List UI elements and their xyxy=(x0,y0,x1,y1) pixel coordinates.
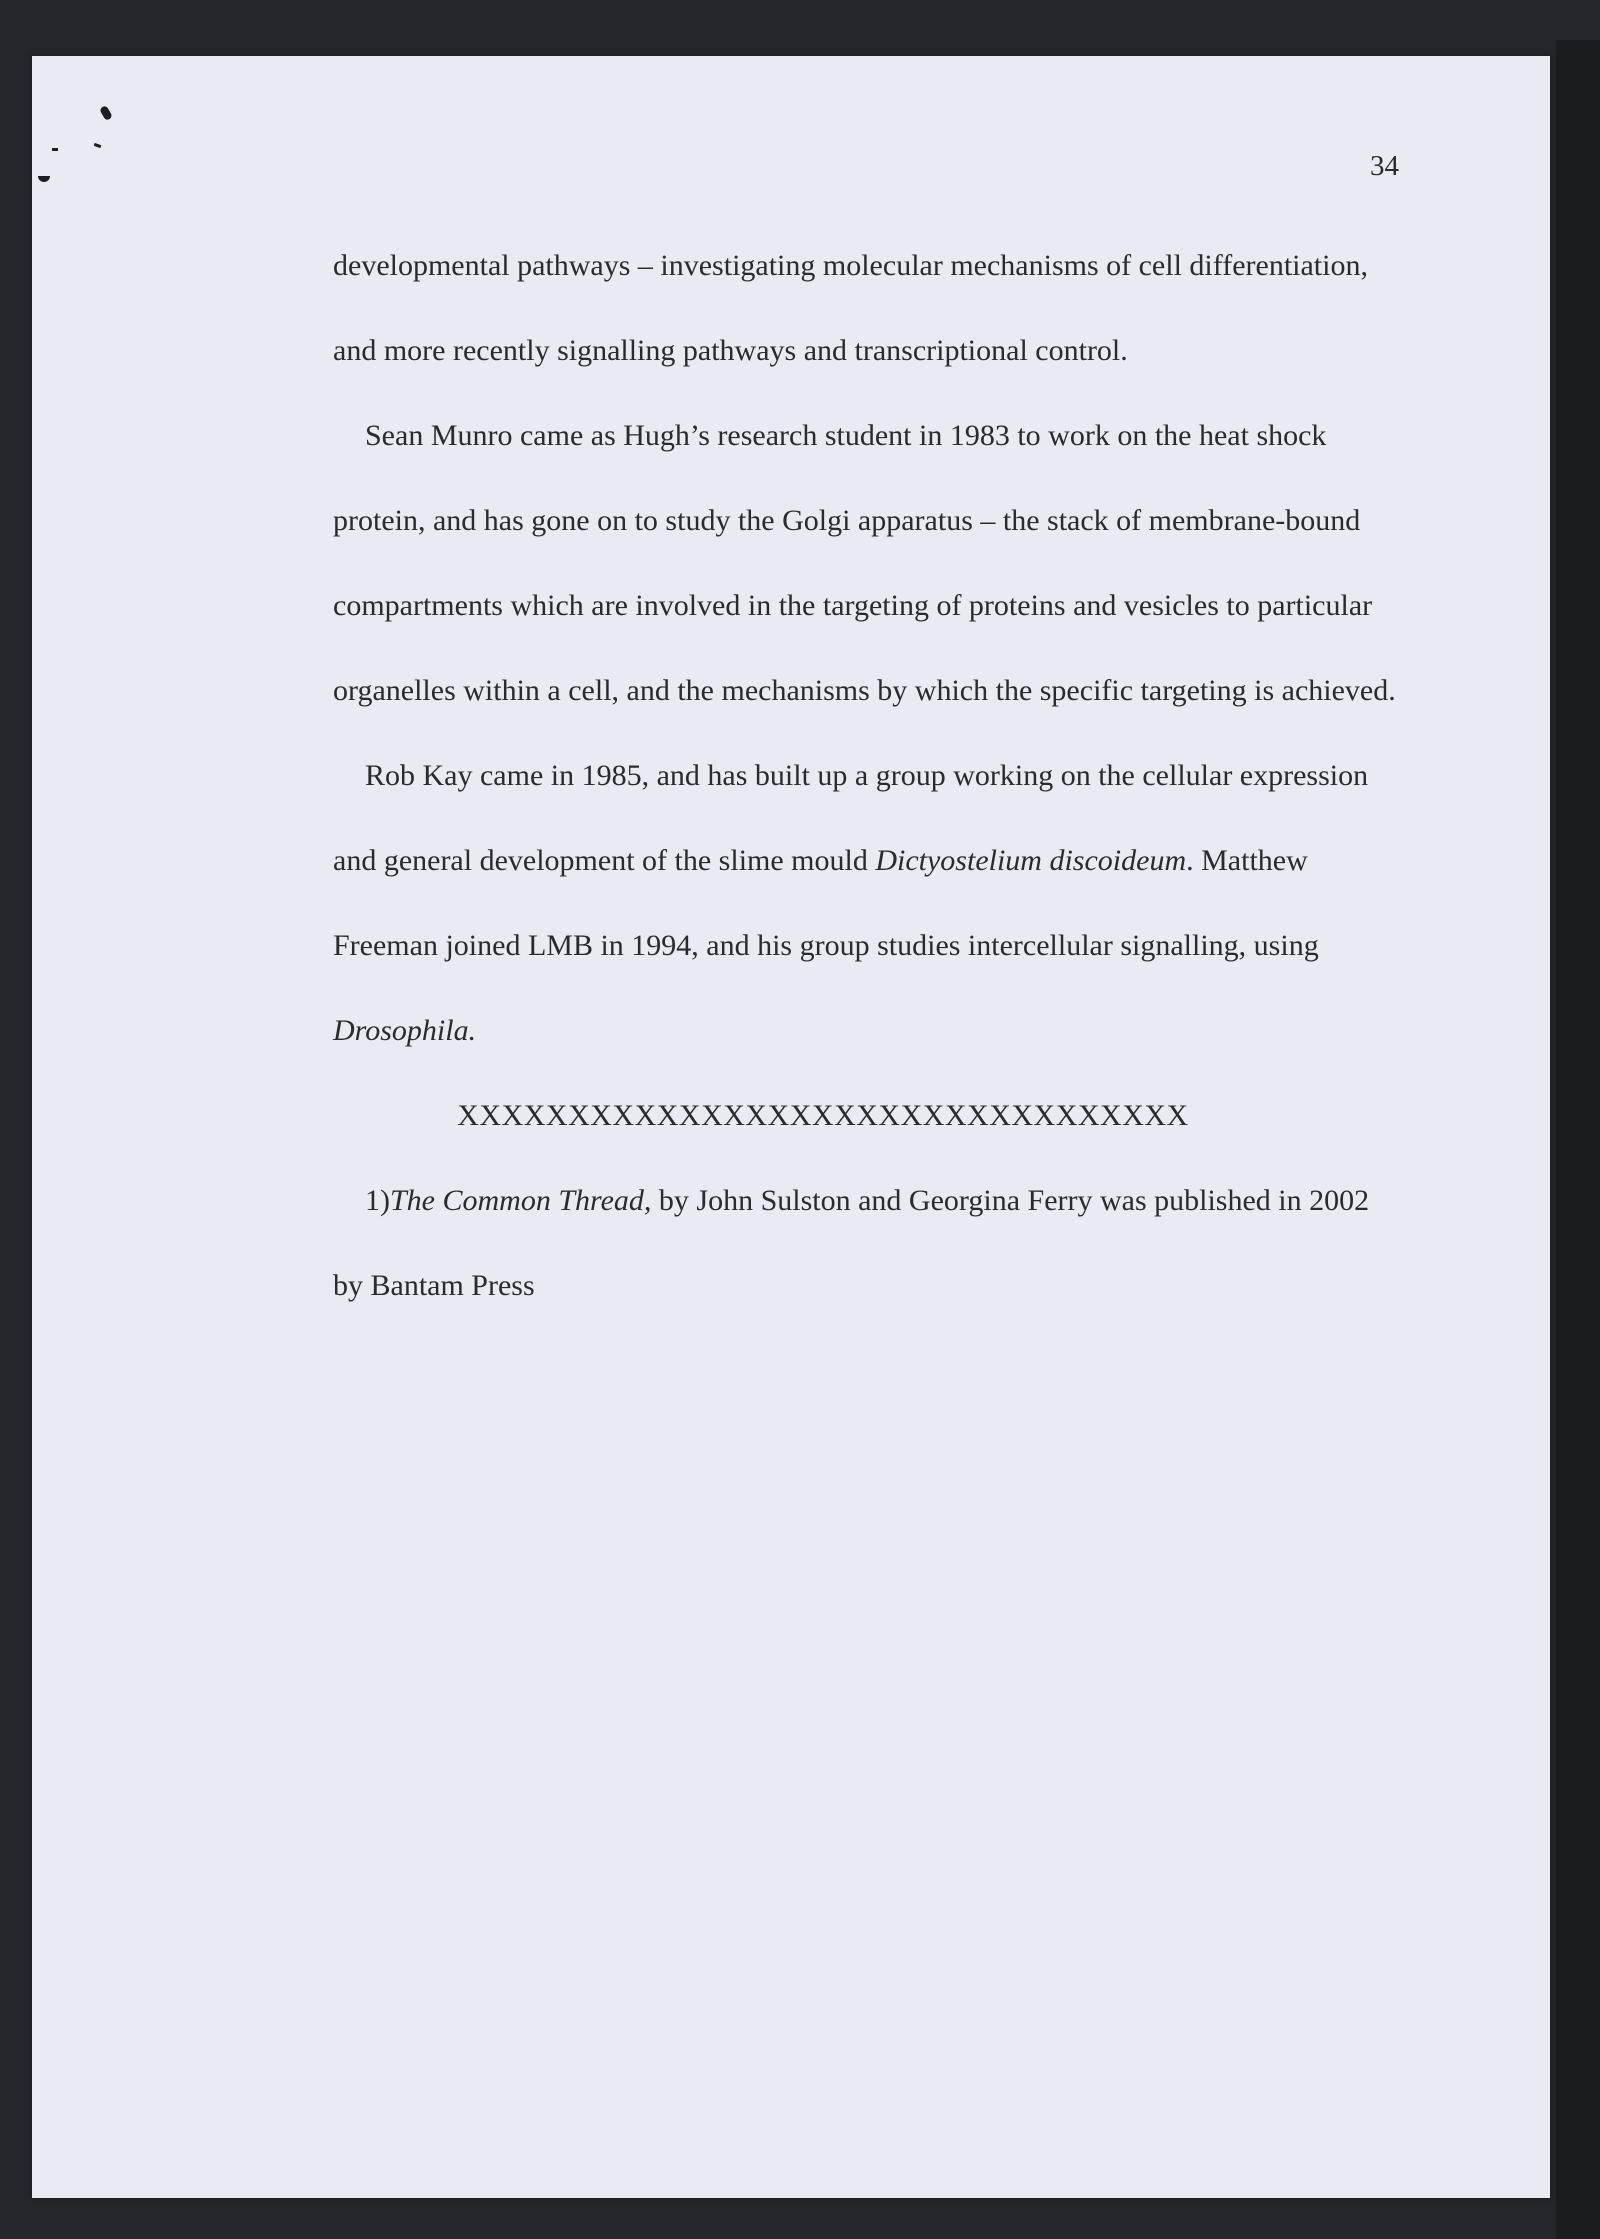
footnote-line: by Bantam Press xyxy=(333,1269,535,1302)
text-line: compartments which are involved in the targeting of proteins and vesicles to particular xyxy=(333,589,1373,622)
text-line: developmental pathways – investigating molecular mechanisms of cell differentiation, xyxy=(333,249,1368,282)
footnote-number: 1) xyxy=(365,1184,390,1217)
text-line: Freeman joined LMB in 1994, and his group studies intercellular signalling, using xyxy=(333,929,1319,962)
text-line: protein, and has gone on to study the Golgi apparatus – the stack of membrane-bound xyxy=(333,504,1361,537)
text-fragment: by John Sulston and Georgina Ferry was published in 2002 xyxy=(651,1184,1370,1217)
footnote-line xyxy=(333,1171,1433,1256)
text-fragment: and general development of the slime mould xyxy=(333,844,876,877)
text-line: and more recently signalling pathways and transcriptional control. xyxy=(333,334,1128,367)
section-separator: XXXXXXXXXXXXXXXXXXXXXXXXXXXXXXXXX xyxy=(457,1099,1189,1132)
backing-board-edge xyxy=(1556,40,1600,2239)
page-number: 34 xyxy=(1370,150,1399,182)
binding-mark xyxy=(94,143,102,148)
text-line xyxy=(333,1001,1433,1086)
text-fragment: . Matthew xyxy=(1186,844,1308,877)
book-title: The Common Thread, xyxy=(390,1184,652,1217)
binding-mark xyxy=(38,176,50,182)
species-name: Dictyostelium discoideum xyxy=(875,844,1187,877)
binding-mark xyxy=(52,148,58,151)
body-text xyxy=(333,236,1433,1341)
text-line: Sean Munro came as Hugh’s research student in 1983 to work on the heat shock xyxy=(365,419,1327,452)
text-line xyxy=(333,831,1433,916)
binding-mark xyxy=(99,105,113,121)
text-line: organelles within a cell, and the mechanisms by which the specific targeting is achieved. xyxy=(333,674,1396,707)
text-line: Rob Kay came in 1985, and has built up a group working on the cellular expression xyxy=(365,759,1369,792)
genus-name: Drosophila. xyxy=(333,1014,477,1047)
